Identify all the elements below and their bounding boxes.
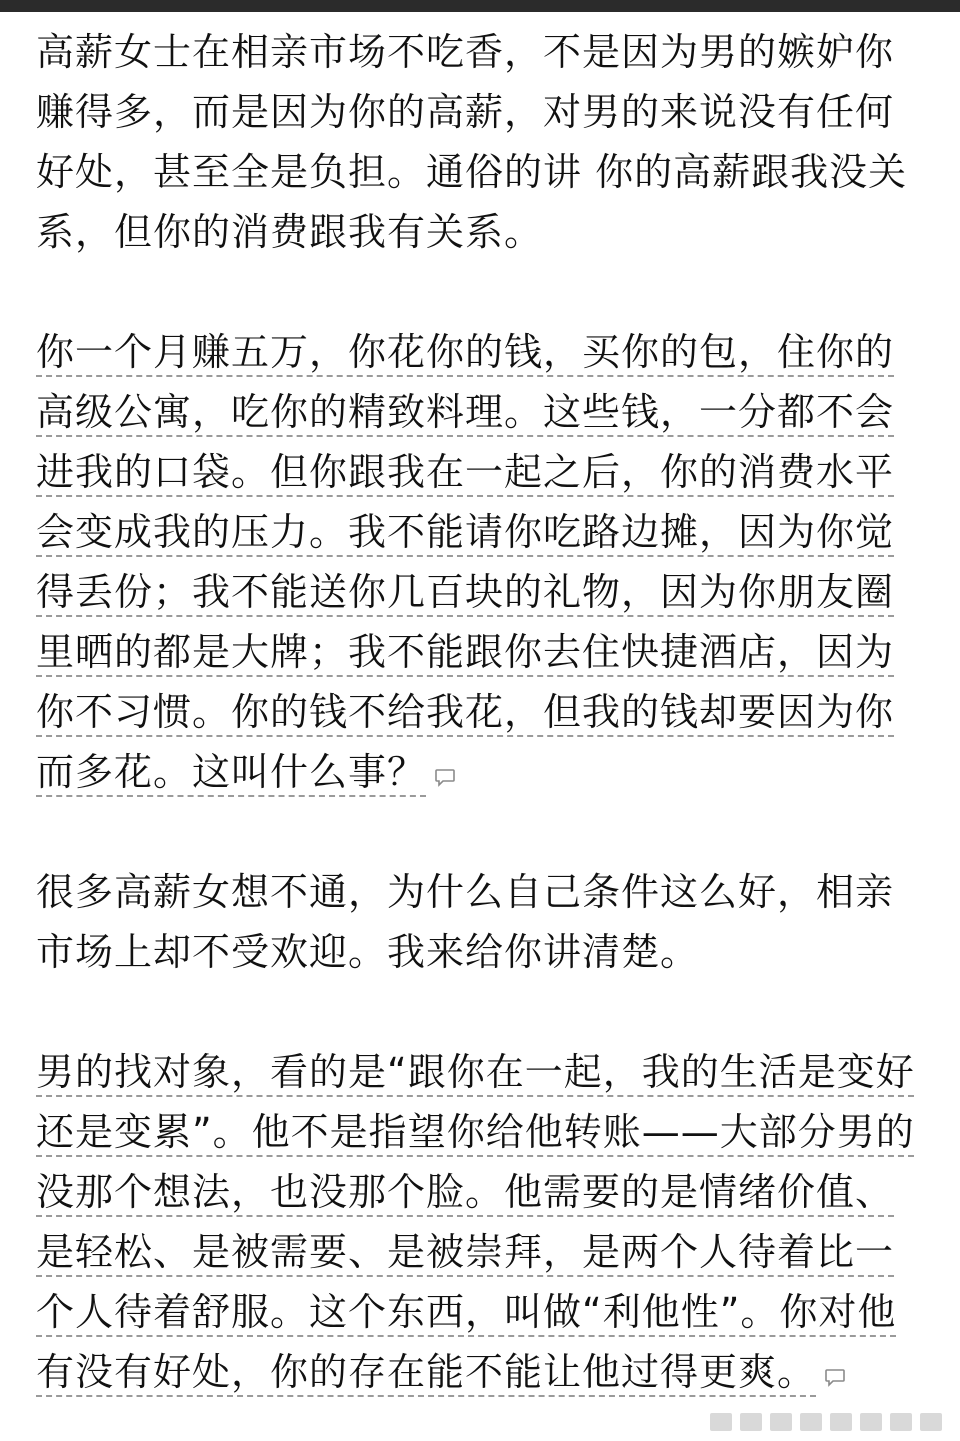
top-status-strip <box>0 0 960 12</box>
paragraph-line <box>36 1342 936 1402</box>
paragraph-line: 得丢份；我不能送你几百块的礼物，因为你朋友圈 <box>36 570 895 614</box>
paragraph-line: 会变成我的压力。我不能请你吃路边摊，因为你觉 <box>36 510 895 554</box>
paragraph-line: 还是变累”。他不是指望你给他转账——大部分男的 <box>36 1110 915 1154</box>
paragraph <box>36 322 936 802</box>
watermark-block <box>710 1413 732 1431</box>
paragraph-line: 高薪女士在相亲市场不吃香，不是因为男的嫉妒你 <box>36 30 895 74</box>
comment-bubble-icon[interactable] <box>434 767 456 787</box>
watermark-block <box>800 1413 822 1431</box>
paragraph-line: 里晒的都是大牌；我不能跟你去住快捷酒店，因为 <box>36 630 895 674</box>
paragraph <box>36 22 936 262</box>
watermark-block <box>890 1413 912 1431</box>
paragraph-line: 男的找对象，看的是“跟你在一起，我的生活是变好 <box>36 1050 915 1094</box>
watermark-block <box>740 1413 762 1431</box>
paragraph-line: 是轻松、是被需要、是被崇拜，是两个人待着比一 <box>36 1230 895 1274</box>
paragraph-line: 你一个月赚五万，你花你的钱，买你的包，住你的 <box>36 330 895 374</box>
paragraph-line: 个人待着舒服。这个东西，叫做“利他性”。你对他 <box>36 1290 897 1334</box>
watermark-block <box>920 1413 942 1431</box>
article-body <box>36 22 936 1402</box>
line-text: 有没有好处，你的存在能不能让他过得更爽。 <box>36 1350 817 1394</box>
paragraph-line: 好处，甚至全是负担。通俗的讲 你的高薪跟我没关 <box>36 150 908 194</box>
paragraph-line <box>36 742 936 802</box>
paragraph-line: 进我的口袋。但你跟我在一起之后，你的消费水平 <box>36 450 895 494</box>
line-text: 而多花。这叫什么事？ <box>36 750 427 794</box>
watermark-block <box>860 1413 882 1431</box>
paragraph-line: 高级公寓，吃你的精致料理。这些钱，一分都不会 <box>36 390 895 434</box>
paragraph-line: 赚得多，而是因为你的高薪，对男的来说没有任何 <box>36 90 895 134</box>
paragraph <box>36 862 936 982</box>
paragraph-line: 市场上却不受欢迎。我来给你讲清楚。 <box>36 930 700 974</box>
watermark <box>710 1409 950 1435</box>
paragraph-line: 没那个想法，也没那个脸。他需要的是情绪价值、 <box>36 1170 895 1214</box>
paragraph <box>36 1042 936 1402</box>
paragraph-line: 很多高薪女想不通，为什么自己条件这么好，相亲 <box>36 870 895 914</box>
comment-bubble-icon[interactable] <box>824 1367 846 1387</box>
paragraph-line: 你不习惯。你的钱不给我花，但我的钱却要因为你 <box>36 690 895 734</box>
watermark-block <box>830 1413 852 1431</box>
watermark-block <box>770 1413 792 1431</box>
paragraph-line: 系，但你的消费跟我有关系。 <box>36 210 544 254</box>
